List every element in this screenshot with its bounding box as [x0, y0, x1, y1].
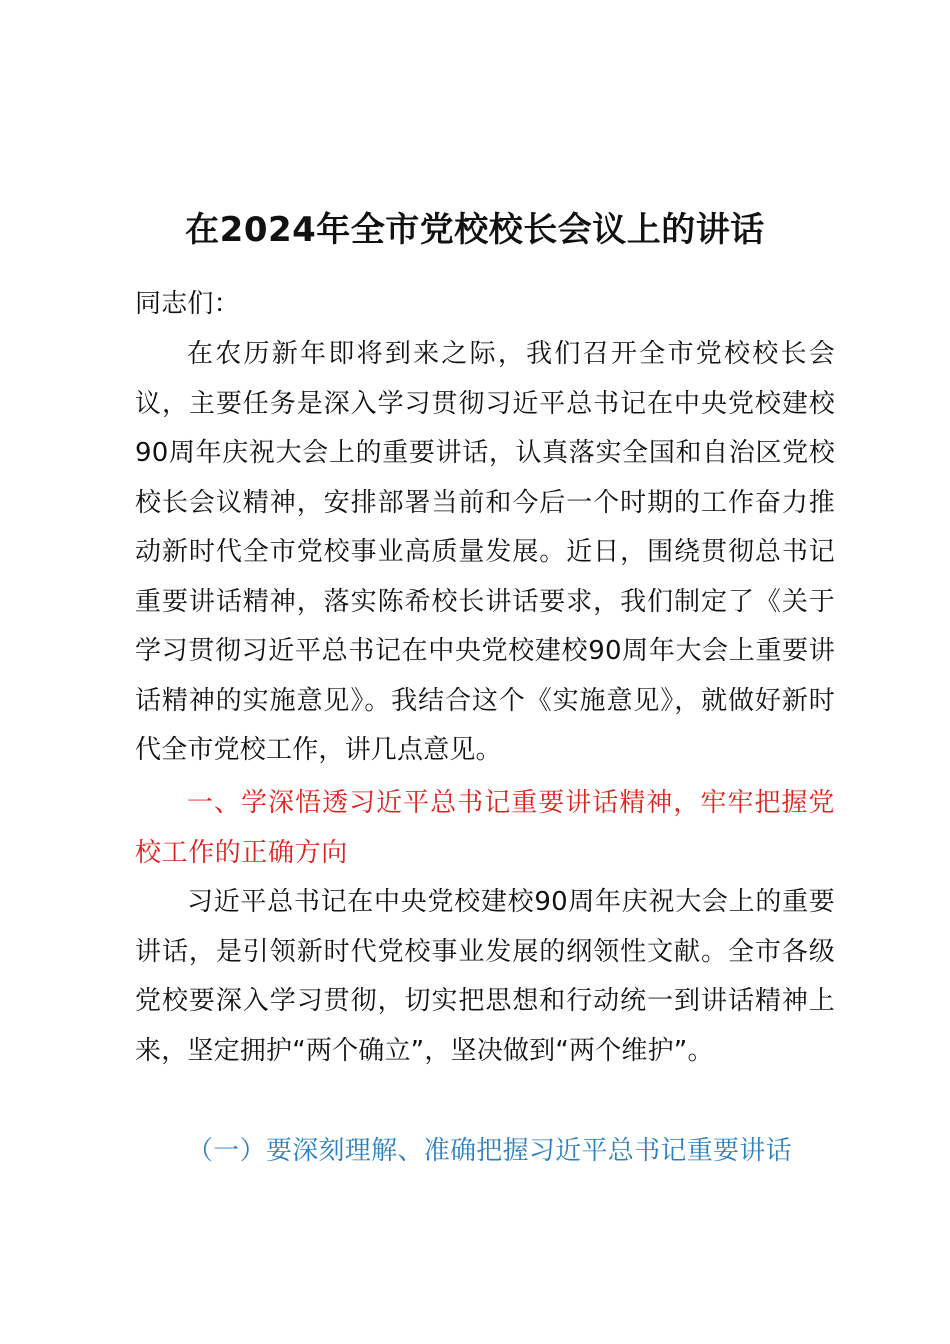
- section-heading-1: 一、学深悟透习近平总书记重要讲话精神，牢牢把握党校工作的正确方向: [135, 788, 835, 868]
- body-paragraph-1: 在农历新年即将到来之际，我们召开全市党校校长会议，主要任务是深入学习贯彻习近平总书记在中央党校建校90周年庆祝大会上的重要讲话，认真落实全国和自治区党校校长会议精神，安排部署当前和今后一个时期的工作奋力推动新时代全市党校事业高质量发展。近日，围绕贯彻总书记重要讲话精神，落实陈希校长讲话要求，我们制定了《关于学习贯彻习近平总书记在中央党校建校90周年大会上重要讲话精神的实施意见》。我结合这个《实施意见》，就做好新时代全市党校工作，讲几点意见。: [135, 339, 835, 765]
- body-paragraph-2: 习近平总书记在中央党校建校90周年庆祝大会上的重要讲话，是引领新时代党校事业发展的纲领性文献。全市各级党校要深入学习贯彻，切实把思想和行动统一到讲话精神上来，坚定拥护“两个确立”，坚决做到“两个维护”。: [135, 887, 835, 1066]
- subsection-heading-1: （一）要深刻理解、准确把握习近平总书记重要讲话: [187, 1136, 792, 1166]
- salutation: 同志们：: [135, 289, 240, 319]
- document-title: 在2024年全市党校校长会议上的讲话: [185, 210, 765, 250]
